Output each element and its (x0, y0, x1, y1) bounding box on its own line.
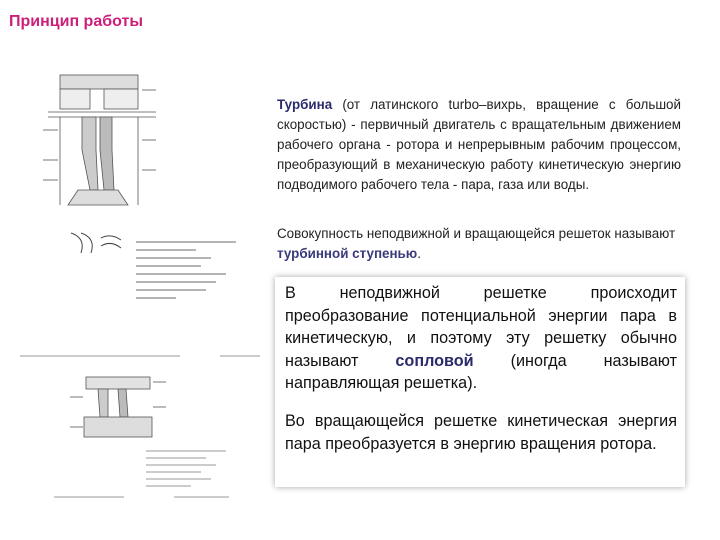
turbine-definition (277, 95, 681, 195)
stage-definition-text: Совокупность неподвижной и вращающейся решеток называют (277, 226, 676, 241)
figure-caption-line (20, 352, 270, 360)
lower-figure-legend (146, 447, 236, 497)
stage-term: турбинной ступенью (277, 246, 418, 261)
nozzle-term: сопловой (395, 351, 474, 370)
nozzle-text-after: (иногда называют направляющая решетка). (285, 351, 678, 392)
figure-legend (136, 238, 246, 300)
stage-definition-end: . (417, 246, 421, 261)
turbine-term: Турбина (277, 97, 333, 112)
lower-caption-line (54, 494, 254, 500)
nozzle-paragraph (285, 282, 677, 395)
rotor-paragraph: Во вращающейся решетке кинетическая энергия пара преобразуется в энергию вращения ротора. (285, 412, 677, 453)
turbine-definition-text: (от латинского turbo–вихрь, вращение с большой скоростью) - первичный двигатель с вращательным движением рабочего органа - ротора и непрерывным рабочим процессом, преобразующий в механическую работу кинетическую энергию подводимого рабочего тела - пара, газа или воды. (277, 97, 681, 192)
lower-stage-figure (68, 372, 168, 447)
blade-profile-sketch (66, 228, 126, 258)
stage-definition (277, 224, 681, 264)
nozzle-text-before: В неподвижной решетке происходит преобразование потенциальной энергии пара в кинетическую, и поэтому эту решетку обычно называют (285, 284, 677, 370)
turbine-stage-figure (38, 70, 168, 210)
slide-title: Принцип работы (9, 13, 143, 30)
